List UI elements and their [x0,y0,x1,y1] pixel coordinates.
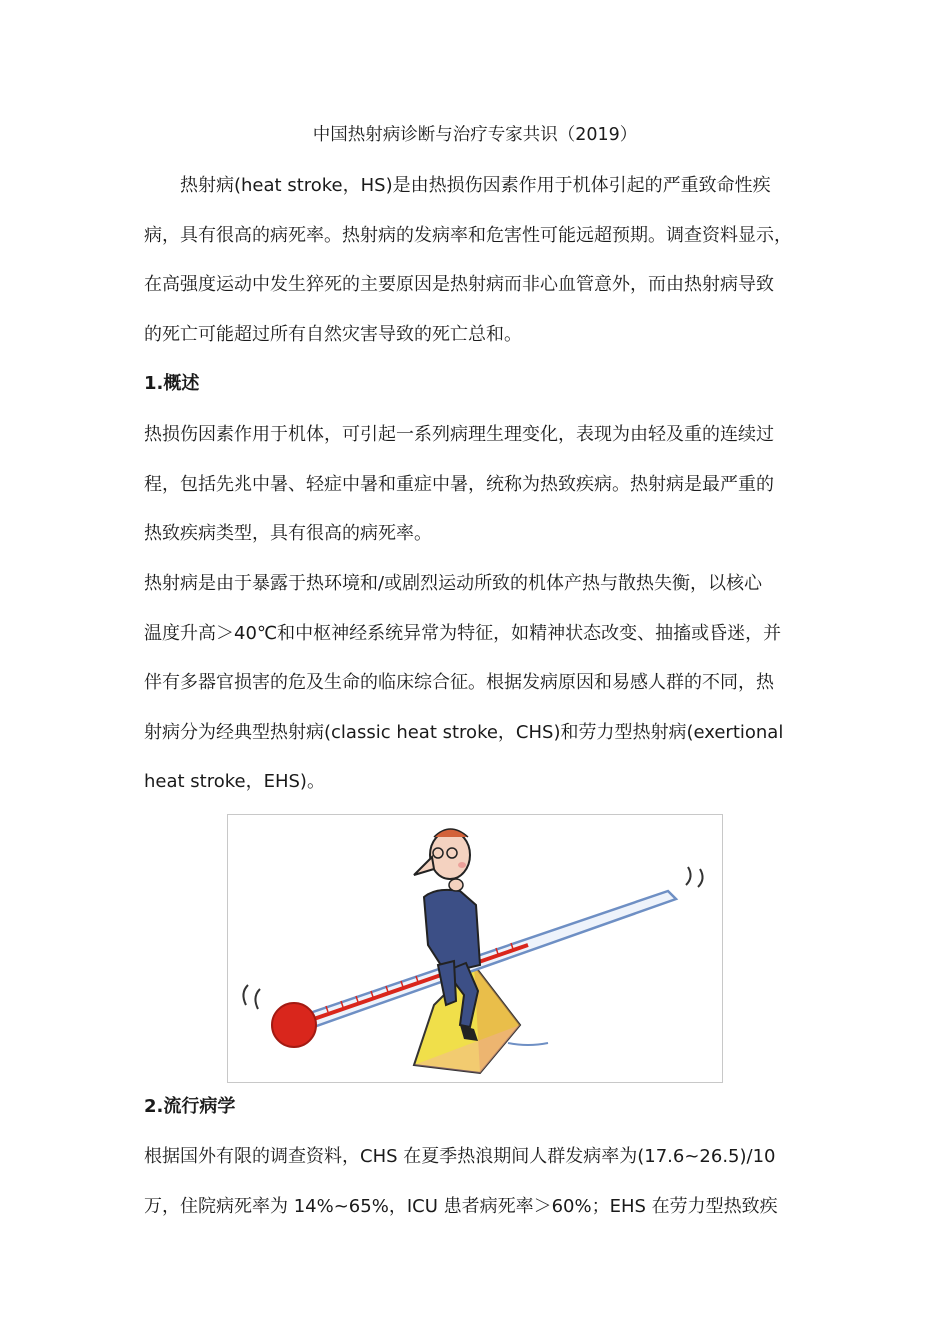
document-title: 中国热射病诊断与治疗专家共识（2019） [312,125,638,145]
section-heading-overview: 1.概述 [144,373,200,394]
text-line: 热损伤因素作用于机体，可引起一系列病理生理变化，表现为由轻及重的连续过 [144,424,774,445]
text-line: 根据国外有限的调查资料，CHS 在夏季热浪期间人群发病率为(17.6~26.5)/10 [144,1146,776,1167]
text-line: heat stroke，EHS)。 [144,771,325,793]
text-line: 热致疾病类型，具有很高的病死率。 [144,523,432,545]
thermometer-illustration [227,814,723,1083]
text-line: 伴有多器官损害的危及生命的临床综合征。根据发病原因和易感人群的不同，热 [144,672,774,694]
overview-paragraph-2 [144,559,808,807]
text-line: 在高强度运动中发生猝死的主要原因是热射病而非心血管意外，而由热射病导致 [144,274,774,296]
text-line: 万，住院病死率为 14%~65%，ICU 患者病死率＞60%；EHS 在劳力型热致疾 [144,1195,778,1217]
intro-paragraph [144,161,808,359]
text-line: 射病分为经典型热射病(classic heat stroke，CHS)和劳力型热射病(exertional [144,721,784,743]
epidemiology-paragraph [144,1132,808,1231]
text-line: 程，包括先兆中暑、轻症中暑和重症中暑，统称为热致疾病。热射病是最严重的 [144,473,774,495]
text-line: 热射病是由于暴露于热环境和/或剧烈运动所致的机体产热与散热失衡，以核心 [144,573,763,594]
overview-paragraph-1 [144,410,808,559]
text-line: 温度升高＞40℃和中枢神经系统异常为特征，如精神状态改变、抽搐或昏迷，并 [144,622,782,644]
text-line: 病，具有很高的病死率。热射病的发病率和危害性可能远超预期。调查资料显示， [144,224,792,246]
text-line: 热射病(heat stroke，HS)是由热损伤因素作用于机体引起的严重致命性疾 [144,175,771,196]
text-line: 的死亡可能超过所有自然灾害导致的死亡总和。 [144,323,522,345]
section-heading-epidemiology: 2.流行病学 [144,1096,236,1117]
